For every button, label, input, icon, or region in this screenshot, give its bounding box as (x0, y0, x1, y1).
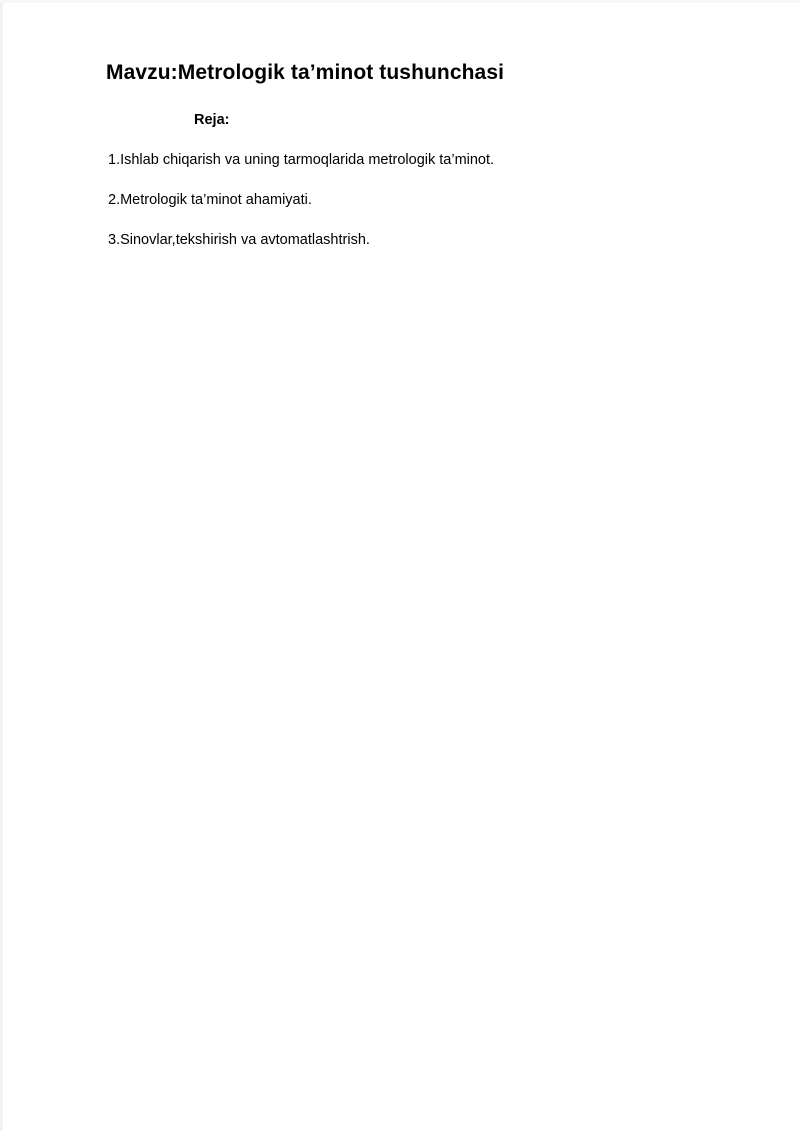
page-edge-top (0, 0, 800, 3)
list-item: 1.Ishlab chiqarish va uning tarmoqlarida metrologik ta’minot. (108, 152, 495, 168)
plan-list (106, 150, 706, 250)
list-item: 2.Metrologik ta’minot ahamiyati. (108, 192, 312, 208)
plan-heading: Reja: (194, 112, 230, 128)
page-edge-left (0, 0, 3, 1131)
document-body (106, 58, 706, 270)
list-item: 3.Sinovlar,tekshirish va avtomatlashtrish. (108, 232, 370, 248)
page-title: Mavzu:Metrologik ta’minot tushunchasi (106, 61, 505, 84)
